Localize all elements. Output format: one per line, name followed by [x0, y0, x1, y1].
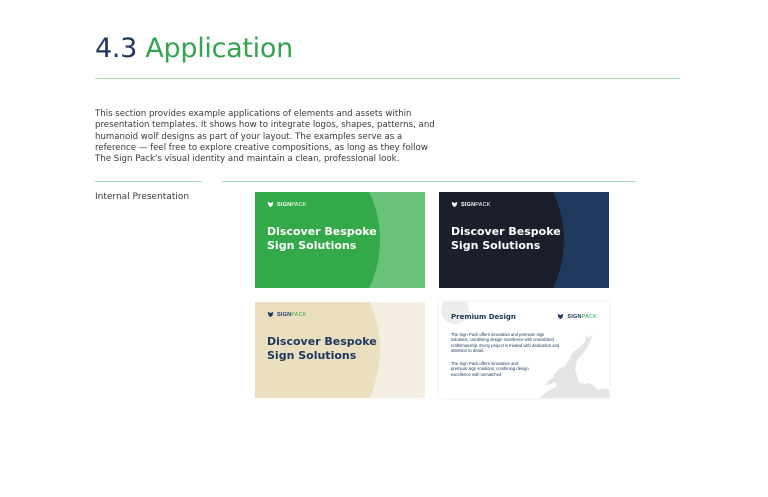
logo-light: PACK: [291, 201, 307, 208]
slide-beige: [255, 302, 425, 398]
slide-premium: [439, 302, 609, 398]
logo-light: PACK: [475, 201, 491, 208]
intro-paragraph: This section provides example applications of elements and assets within presentation templates. It shows how to integrate logos, shapes, patterns, and humanoid wolf designs as part of your layout. The examples serve as a reference — feel free to explore creative compositions, as long as they follow The Sign Pack's visual identity and maintain a clean, professional look.: [95, 109, 435, 165]
wolf-shield-icon: [267, 201, 274, 208]
content-divider: [222, 181, 636, 182]
section-title: Application: [145, 33, 293, 64]
heading-divider: [95, 78, 680, 79]
slide-green: [255, 192, 425, 288]
label-divider: [95, 181, 202, 182]
sign-pack-logo: [557, 313, 597, 320]
logo-bold: SIGN: [461, 201, 476, 208]
logo-light: PACK: [291, 311, 307, 318]
wolf-shield-icon: [267, 311, 274, 318]
premium-paragraph-1: The Sign Pack offers innovative and premium sign solutions, combining design excellence with unmatched craftsmanship. Every project is treated with dedication and attention to detail.: [451, 332, 560, 354]
slide-headline: Discover Bespoke Sign Solutions: [451, 225, 561, 252]
sign-pack-logo: [451, 201, 491, 208]
slide-dark: [439, 192, 609, 288]
wolf-shield-icon: [451, 201, 458, 208]
section-number: 4.3: [95, 33, 138, 64]
slide-headline: Discover Bespoke Sign Solutions: [267, 225, 377, 252]
sign-pack-logo: [267, 201, 307, 208]
sign-pack-logo: [267, 311, 307, 318]
logo-bold: SIGN: [277, 201, 292, 208]
howling-wolf-icon: [539, 330, 609, 398]
logo-bold: SIGN: [277, 311, 292, 318]
wolf-shield-icon: [557, 313, 564, 320]
logo-bold: SIGN: [567, 313, 582, 320]
logo-light: PACK: [581, 313, 597, 320]
slide-headline: Discover Bespoke Sign Solutions: [267, 335, 377, 362]
premium-paragraph-2: The Sign Pack offers innovative and premium sign solutions, combining design excellence with unmatched: [451, 361, 529, 377]
premium-title: Premium Design: [451, 313, 516, 321]
section-label: Internal Presentation: [95, 192, 190, 202]
page-heading: [95, 33, 293, 64]
